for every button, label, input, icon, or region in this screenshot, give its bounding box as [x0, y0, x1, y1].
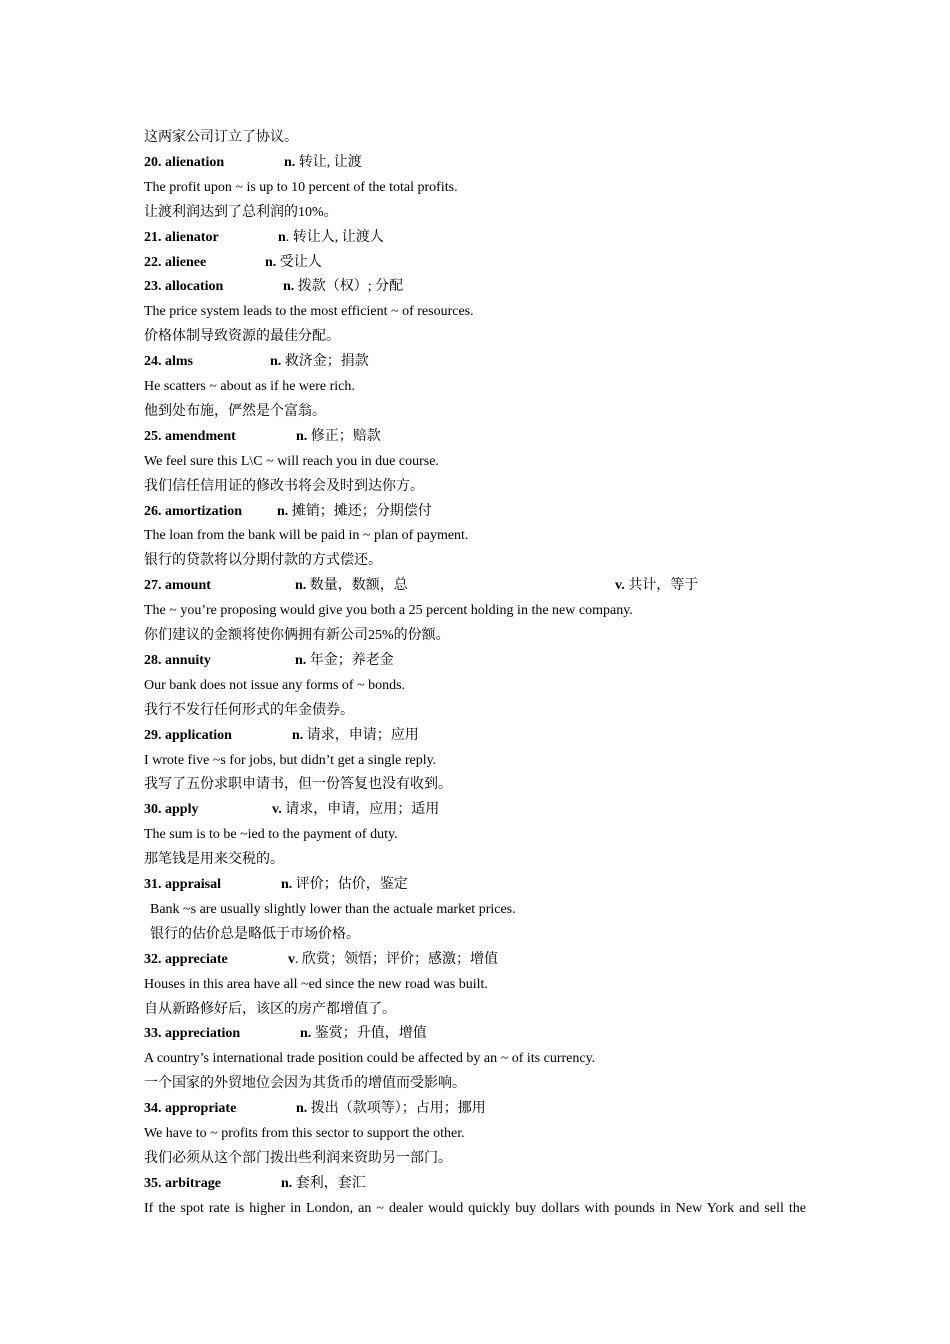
- example-sentence: 这两家公司订立了协议。: [144, 130, 298, 145]
- entry-definition: [284, 152, 362, 174]
- example-sentence: 一个国家的外贸地位会因为其货币的增值而受影响。: [144, 1076, 466, 1092]
- example-sentence: I wrote five ~s for jobs, but didn’t get a single reply.: [144, 752, 437, 768]
- definition-text: 共计，等于: [624, 578, 699, 594]
- part-of-speech: n.: [283, 279, 295, 295]
- definition-text: 转让, 让渡: [295, 154, 362, 170]
- entry-term: 28. annuity: [144, 652, 211, 668]
- definition-text: 拨出（款项等）；占用；挪用: [307, 1101, 486, 1117]
- entry-definition: [296, 1098, 486, 1120]
- part-of-speech: n.: [281, 877, 293, 892]
- entry-definition: [295, 575, 408, 597]
- definition-text: 评价；估价，鉴定: [292, 877, 408, 892]
- example-sentence: 我们必须从这个部门拨出些利润来资助另一部门。: [144, 1150, 452, 1166]
- entry-definition: [278, 227, 384, 249]
- part-of-speech: n.: [296, 428, 308, 444]
- entry-term: 20. alienation: [144, 154, 225, 170]
- part-of-speech: v.: [272, 802, 282, 818]
- entry-definition: [288, 949, 498, 971]
- entry-definition: [283, 276, 403, 298]
- example-sentence: 让渡利润达到了总利润的10%。: [144, 204, 338, 220]
- example-sentence: 银行的贷款将以分期付款的方式偿还。: [144, 553, 382, 569]
- glossary-entry: [0, 874, 950, 896]
- definition-text: 请求，申请，应用；适用: [281, 802, 440, 818]
- entry-definition: [296, 426, 381, 448]
- part-of-speech: n.: [277, 503, 289, 519]
- example-sentence: 银行的估价总是略低于市场价格。: [150, 926, 360, 942]
- glossary-entry: [0, 252, 950, 274]
- part-of-speech: n.: [270, 354, 282, 370]
- glossary-entry: [0, 725, 950, 747]
- example-sentence: 他到处布施，俨然是个富翁。: [144, 403, 326, 419]
- part-of-speech: n.: [281, 1175, 293, 1191]
- part-of-speech: v: [288, 951, 295, 967]
- entry-definition: [281, 874, 408, 896]
- glossary-entry: [0, 1023, 950, 1045]
- example-sentence: Bank ~s are usually slightly lower than the actuale market prices.: [150, 901, 516, 917]
- definition-text: 数量，数额，总: [306, 578, 408, 594]
- example-sentence: The profit upon ~ is up to 10 percent of the total profits.: [144, 179, 458, 195]
- glossary-entry: [0, 227, 950, 249]
- definition-text: 年金；养老金: [306, 652, 394, 668]
- entry-term: 32. appreciate: [144, 951, 228, 967]
- entry-term: 33. appreciation: [144, 1026, 241, 1042]
- example-sentence: 价格体制导致资源的最佳分配。: [144, 329, 340, 345]
- entry-term: 30. apply: [144, 802, 199, 818]
- example-sentence: 我们信任信用证的修改书将会及时到达你方。: [144, 478, 424, 494]
- entry-term: 29. application: [144, 727, 232, 743]
- glossary-entry: [0, 1098, 950, 1120]
- part-of-speech: n.: [296, 1101, 308, 1117]
- part-of-speech: n.: [284, 154, 296, 170]
- definition-text: 鉴赏；升值，增值: [311, 1026, 427, 1042]
- entry-definition: [295, 650, 394, 672]
- definition-text: . 欣赏；领悟；评价；感激；增值: [295, 951, 498, 967]
- part-of-speech: n.: [295, 652, 307, 668]
- entry-term: 26. amortization: [144, 503, 242, 519]
- glossary-entry: [0, 949, 950, 971]
- definition-text: 修正；赔款: [307, 428, 381, 444]
- glossary-entry: [0, 426, 950, 448]
- entry-definition: [277, 501, 432, 523]
- part-of-speech: n.: [265, 254, 277, 270]
- entry-term: 27. amount: [144, 578, 211, 594]
- entry-definition: [272, 799, 439, 821]
- example-sentence: Our bank does not issue any forms of ~ bonds.: [144, 677, 406, 693]
- example-sentence: The loan from the bank will be paid in ~ plan of payment.: [144, 528, 469, 544]
- example-sentence: The price system leads to the most efficient ~ of resources.: [144, 304, 474, 320]
- example-sentence: 我行不发行任何形式的年金债券。: [144, 702, 354, 718]
- glossary-entry: [0, 276, 950, 298]
- example-sentence: 我写了五份求职申请书，但一份答复也没有收到。: [144, 777, 452, 793]
- entry-term: 35. arbitrage: [144, 1175, 221, 1191]
- part-of-speech: n: [278, 229, 286, 245]
- entry-term: 25. amendment: [144, 428, 236, 444]
- part-of-speech: v.: [615, 578, 625, 594]
- definition-text: 请求，申请；应用: [303, 727, 419, 743]
- entry-definition: [281, 1173, 366, 1195]
- example-sentence: He scatters ~ about as if he were rich.: [144, 379, 355, 394]
- example-sentence: If the spot rate is higher in London, an ~ dealer would quickly buy dollars with pounds in New York and sell the: [144, 1200, 806, 1216]
- glossary-entry: [0, 351, 950, 373]
- part-of-speech: n.: [300, 1026, 312, 1042]
- definition-text: 受让人: [276, 254, 322, 270]
- glossary-entry: [0, 1173, 950, 1195]
- entry-term: 22. alienee: [144, 254, 207, 270]
- entry-term: 23. allocation: [144, 279, 224, 295]
- entry-definition: [270, 351, 369, 373]
- entry-definition: [292, 725, 419, 747]
- example-sentence: Houses in this area have all ~ed since the new road was built.: [144, 976, 488, 992]
- glossary-entry: [0, 650, 950, 672]
- definition-text: 拨款（权）; 分配: [294, 279, 404, 295]
- entry-term: 24. alms: [144, 354, 193, 370]
- glossary-entry: [0, 575, 950, 597]
- example-sentence: The ~ you’re proposing would give you both a 25 percent holding in the new company.: [144, 603, 633, 619]
- definition-text: . 转让人, 让渡人: [285, 229, 384, 245]
- example-sentence: A country’s international trade position could be affected by an ~ of its currency.: [144, 1051, 596, 1067]
- glossary-entry: [0, 799, 950, 821]
- example-sentence: 那笔钱是用来交税的。: [144, 852, 284, 868]
- definition-text: 套利，套汇: [292, 1175, 366, 1191]
- entry-definition: [265, 252, 322, 274]
- entry-definition-secondary: [615, 575, 698, 597]
- example-sentence: We have to ~ profits from this sector to support the other.: [144, 1126, 465, 1141]
- part-of-speech: n.: [292, 727, 304, 743]
- entry-definition: [300, 1023, 427, 1045]
- entry-term: 21. alienator: [144, 229, 219, 245]
- example-sentence: 你们建议的金额将使你俩拥有新公司25%的份额。: [144, 628, 450, 643]
- definition-text: 摊销；摊还；分期偿付: [288, 503, 432, 519]
- glossary-entry: [0, 152, 950, 174]
- glossary-entry: [0, 501, 950, 523]
- example-sentence: We feel sure this L\C ~ will reach you in due course.: [144, 453, 439, 469]
- entry-term: 34. appropriate: [144, 1101, 237, 1117]
- example-sentence: The sum is to be ~ied to the payment of duty.: [144, 827, 398, 843]
- example-sentence: 自从新路修好后，该区的房产都增值了。: [144, 1001, 396, 1017]
- part-of-speech: n.: [295, 578, 307, 594]
- entry-term: 31. appraisal: [144, 877, 222, 892]
- definition-text: 救济金；捐款: [281, 354, 369, 370]
